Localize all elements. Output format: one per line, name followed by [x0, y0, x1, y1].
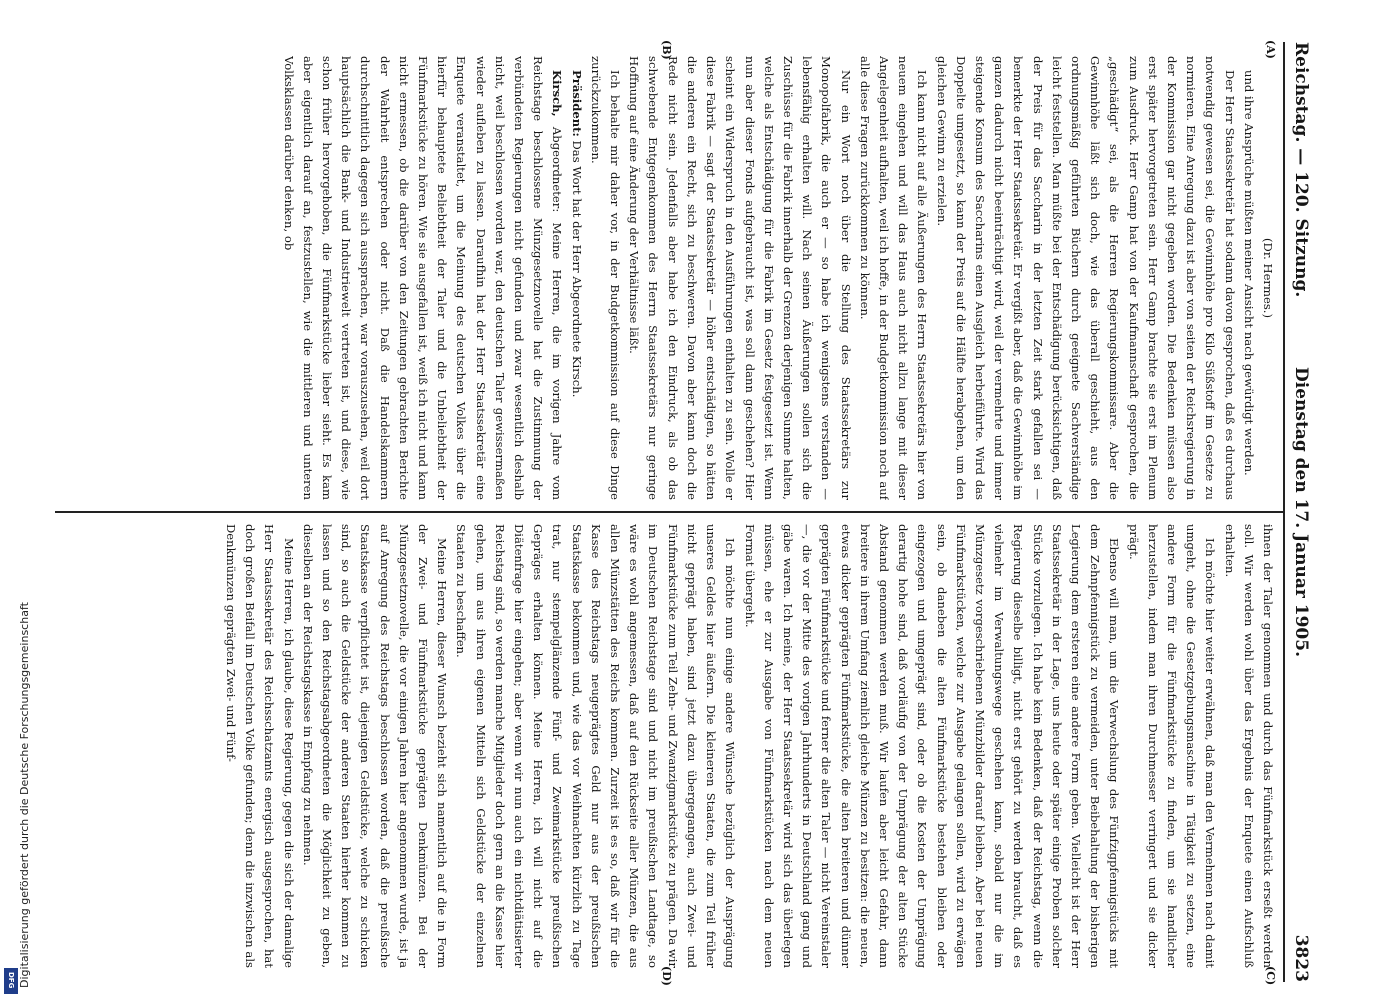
paragraph: Ich möchte hier weiter erwähnen, daß man den Vermehmen nach damit umgeht, ohne die Gesetzgebungsmaschine in Tätigkeit zu setzen, eine andere Form für die Fünfmarkstücke zu finden, um sie handlicher herzustellen, indem man ihren Durchmesser verringert und sie dicker prägt. [1126, 524, 1218, 968]
header-date: Dienstag den 17. Januar 1905. [1291, 367, 1311, 657]
paragraph: Ich behalte mir daher vor, in der Budgetkommission auf diese Dinge zurückzukommen. [588, 56, 623, 500]
kirsch-paragraph [278, 56, 566, 500]
president-label: Präsident: [569, 70, 584, 137]
paragraph: Ich kann nicht auf alle Äußerungen des Herrn Staatssekretärs hier von neuem eingehen und will das Haus auch nicht allzu lange mit dieser Angelegenheit aufhalten, weil ich hoffe, in der Budgetkommission noch auf alle diese Fragen zurückkommen zu können. [857, 56, 930, 500]
speaker-tag: (Dr. Hermes.) [1261, 238, 1275, 318]
dfg-logo-icon [4, 968, 18, 994]
paragraph: Ebenso will man, um die Verwechslung des Fünfzigpfennigstücks mit dem Zehnpfennigstück zu vermeiden, unter Beibehaltung der bisherigen Legierung dem ersteren eine andere Form geben. Vielleicht ist der Herr Staatssekretär in der Lage, uns heute oder später einige Proben solcher Stücke vorzulegen. Ich habe kein Bedenken, daß der Reichstag, wenn die Regierung dieselbe billigt, nicht erst gehört zu werden braucht, daß es vielmehr im Verwaltungswege geschehen kann, sobald nur die im Münzgesetz vorgeschriebenen Münzbilder darauf bleiben. Aber bei neuen Fünfmarkstücken, welche zur Ausgabe gelangen sollen, wird zu erwägen sein, ob daneben die alten Fünfmarkstücke bestehen bleiben oder eingezogen und umgeprägt sind, oder ob die Kosten der Umprägung derartig hohe sind, daß vorläufig von der Umprägung der alten Stücke Abstand genommen werden muß. Wir laufen aber leicht Gefahr, dann breitere in ihrem Umfang ziemlich gleiche Münzen zu besitzen: die neuen, etwas dicker geprägten Fünfmarkstücke, die alten breiteren und dünner geprägten Fünfmarkstücke und ferner die alten Taler — nicht Vereinstaler —, die vor der Mitte des vorigen Jahrhunderts in Deutschland gang und gäbe waren. Ich meine, der Herr Staatssekretär wird sich das überlegen müssen, ehe er zur Ausgabe von Fünfmarkstücken nach dem neuen Format übergeht. [742, 524, 1122, 968]
page-number: 3823 [1291, 934, 1311, 982]
credit-text: Digitalisierung gefördert durch die Deutsche Forschungsgemeinschaft [18, 602, 31, 988]
paragraph: Meine Herren, ich glaube, diese Regierung, gegen die sich der damalige Herr Staatssekretär des Reichsschatzamts energisch ausgesprochen, hat doch großen Beifall im Deutschen Volke gefunden; denn die inzwischen als Denkmünzen geprägten Zwei- und Fünf- [224, 524, 296, 968]
page-header [1283, 42, 1313, 982]
president-paragraph [566, 56, 585, 500]
right-column [57, 524, 1277, 968]
left-column [57, 56, 1277, 500]
paragraph: und ihre Ansprüche müßten meiner Ansicht nach gewürdigt werden. [1241, 70, 1256, 476]
margin-mark-a: (A) [1264, 40, 1277, 59]
dfg-logo-text: DFG [7, 972, 15, 989]
kirsch-text: Abgeordneter: Meine Herren, die im vorigen Jahre vom Reichstage beschlossene Münzgesetznovelle hat die Zustimmung der verbündeten Regierungen nicht gefunden und zwar wesentlich deshalb nicht, weil beschlossen worden war, den deutschen Taler gewissermaßen wieder aufleben zu lassen. Daraufhin hat der Herr Staatssekretär eine Enquete veranstaltet, um die Meinung des deutschen Volkes über die hierfür behauptete Beliebtheit der Taler und die Unbeliebtheit der Fünfmarkstücke zu hören. Wie sie ausgefallen ist, weiß ich nicht und kann nicht ermessen, ob die darüber von den Zeitungen gebrachten Berichte der Wahrheit entsprechen oder nicht. Daß die Handelskammern durchschnittlich dagegen sich aussprachen, war vorauszusehen, weil dort hauptsächlich die Bank- und Industriewelt vertreten ist, und diese, wie schon früher hervorgehoben, die Fünfmarkstücke lieber sieht. Es kam aber eigentlich darauf an, festzustellen, wie die mittleren und unteren Volksklassen darüber denken, ob [281, 56, 565, 500]
newspaper-page [53, 40, 1313, 986]
margin-mark-b: (B) [660, 40, 673, 60]
margin-mark-d: (D) [660, 966, 673, 986]
president-text: Das Wort hat der Herr Abgeordnete Kirsch. [569, 140, 584, 398]
paragraph: Der Herr Staatssekretär hat sodann davon gesprochen, daß es durchaus notwendig gewesen sei, die Gewinnhöhe pro Kilo Süßstoff im Gesetze zu normieren. Eine Anregung dazu ist aber von seiten der Reichsregierung in der Kommission gar nicht gegeben worden. Die Bedenken müssen also erst später hervorgetreten sein. Herr Gamp brachte sie erst im Plenum zum Ausdruck. Herr Gamp hat von der Kaufmannschaft gesprochen, die „geschädigt“ sei, als die Herren Regierungskommissare. Aber die Gewinnhöhe läßt sich doch, wie das überall geschieht, aus den ordnungsmäßig geführten Büchern durch geeignete Sachverständige leicht feststellen. Man müßte bei der Entschädigung berücksichtigen, daß der Preis für das Saccharin in der letzten Zeit stark gefallen sei — bemerkte der Herr Staatssekretär. Er vergißt aber, daß die Gewinnhöhe im ganzen dadurch nicht beeinträchtigt wird, weil der vermehrte und immer steigende Konsum des Saccharins einen Ausgleich herbeiführte. Wird das Doppelte umgesetzt, so kann der Preis auf die Hälfte herabgehen, um den gleichen Gewinn zu erzielen. [934, 56, 1237, 500]
paragraph: Meine Herren, dieser Wunsch bezieht sich namentlich auf die in Form der Zwei- und Fünfmarkstücke geprägten Denkmünzen. Bei der Münzgesetznovelle, die vor einigen Jahren hier angenommen wurde, ist ja auf Anregung des Reichstags beschlossen worden, daß die preußische Staatskasse verpflichtet ist, diejenigen Geldstücke, welche zu schicken sind, so auch die Geldstücke der anderen Staaten hierher kommen zu lassen und so den Reichstagsabgeordneten die Möglichkeit zu geben, dieselben an der Reichstagskasse in Empfang zu nehmen. [300, 524, 450, 968]
digitization-credit [4, 602, 31, 988]
margin-mark-c: (C) [1264, 966, 1277, 986]
header-session: Reichstag. — 120. Sitzung. [1291, 42, 1311, 298]
paragraph: Ich möchte nun einige andere Wünsche bezüglich der Ausprägung unseres Geldes hier äußern. Die kleineren Staaten, die zum Teil früher nicht geprägt haben, sind jetzt dazu übergegangen, auch Zwei- und Fünfmarkstücke zum Teil Zehn- und Zwanzigmarkstücke zu prägen. Da wir im Deutschen Reichstage sind und nicht im preußischen Landtage, so wäre es wohl angemessen, daß auf den Rückseite aller Münzen, die aus allen Münzstätten des Reichs kommen. Zurzeit ist es so, daß wir für die Kasse des Reichstags neugeprägtes Geld nur aus der preußischen Staatskasse bekommen und, wie das vor Weihnachten kürzlich zu Tage trat, nur stempelglänzende Fünf- und Zweimarkstücke preußischen Gepräges erhalten können. Meine Herren, ich will nicht auf die Diätenfrage hier eingehen; aber wenn wir nun auch ein nichtdiätisierter Reichstag sind, so werden manche Mitglieder doch gern an die Kasse hier gehen, um aus ihren eigenen Mitteln sich Geldstücke der einzelnen Staaten zu beschaffen. [454, 524, 738, 968]
kirsch-label: Kirsch, [550, 70, 565, 117]
paragraph: Nur ein Wort noch über die Stellung des Staatssekretärs zur Monopolfabrik, die auch er — so habe ich wenigstens verstanden — lebensfähig erhalten will. Nach seinen Äußerungen sollen sich die Zuschüsse für die Fabrik innerhalb der Grenzen derjenigen Summe halten, welche als Entschädigung für die Fabrik im Gesetz festgesetzt ist. Wenn nun aber dieser Fonds aufgebraucht ist, was soll dann geschehen? Hier scheint ein Widerspruch in den Ausführungen enthalten zu sein. Wolle er diese Fabrik — sagt der Staatssekretär — höher entschädigen, so hätten die anderen ein Recht, sich zu beschweren. Davon aber kann doch die Rede nicht sein. Jedenfalls aber habe ich den Eindruck, als ob das schwebende Entgegenkommen des Herrn Staatssekretärs nur geringe Hoffnung auf eine Änderung der Verhältnisse läßt. [627, 56, 853, 500]
paragraph: ihnen der Taler genommen und durch das Fünfmarkstück erseßt werden soll. Wir werden wohl über das Ergebnis der Enquete einen Aufschluß erhalten. [1222, 524, 1275, 968]
column-divider [55, 511, 1283, 513]
